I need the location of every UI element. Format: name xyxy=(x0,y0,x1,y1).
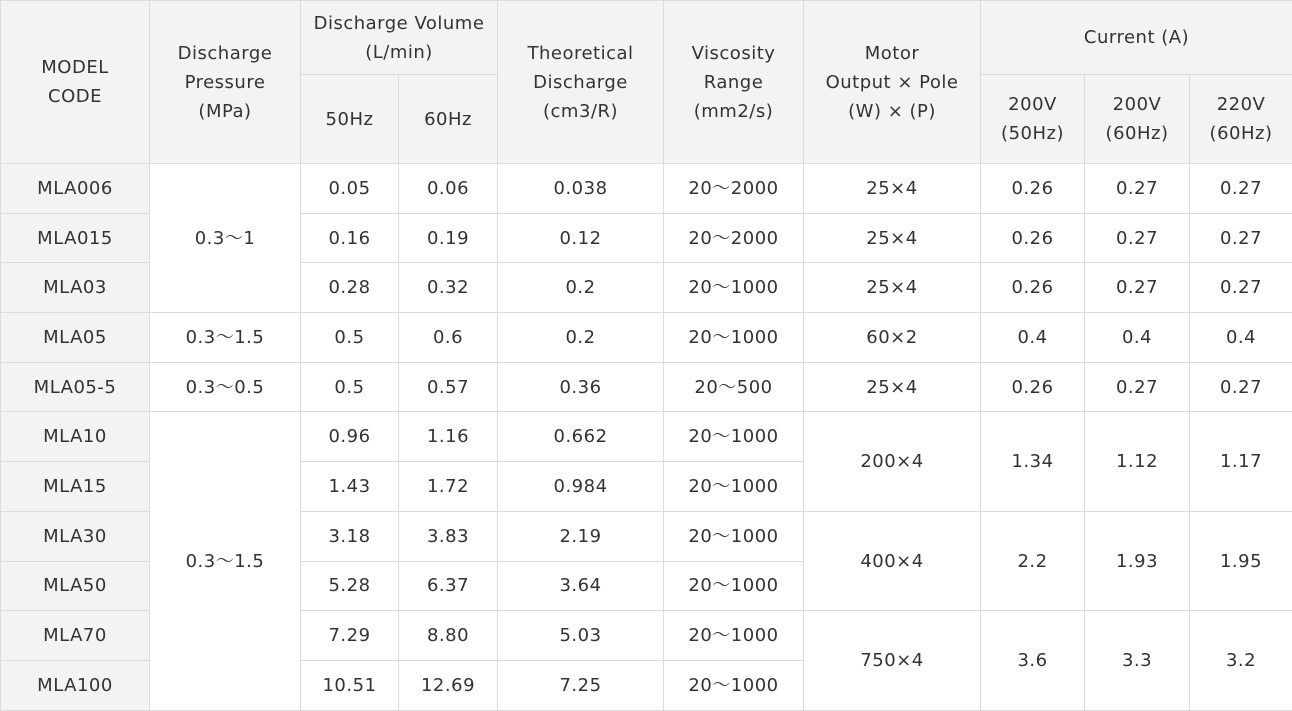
header-theoretical-discharge: Theoretical Discharge (cm3/R) xyxy=(498,1,664,164)
table-row xyxy=(1,313,1292,363)
volume-60hz-cell: 0.32 xyxy=(399,263,498,313)
table-row xyxy=(1,362,1292,412)
header-current-200v-50hz: 200V (50Hz) xyxy=(981,75,1085,164)
current-200v-50hz-cell: 0.26 xyxy=(981,263,1085,313)
volume-60hz-cell: 12.69 xyxy=(399,660,498,710)
header-current-220v-60hz: 220V (60Hz) xyxy=(1190,75,1292,164)
header-60hz: 60Hz xyxy=(399,75,498,164)
viscosity-cell: 20〜1000 xyxy=(664,561,804,611)
theoretical-cell: 0.12 xyxy=(498,213,664,263)
table-row xyxy=(1,164,1292,214)
theoretical-cell: 0.038 xyxy=(498,164,664,214)
pressure-cell: 0.3〜1.5 xyxy=(150,313,301,363)
current-200v-60hz-cell: 0.4 xyxy=(1085,313,1190,363)
volume-50hz-cell: 5.28 xyxy=(301,561,399,611)
header-50hz: 50Hz xyxy=(301,75,399,164)
current-200v-60hz-cell: 1.93 xyxy=(1085,511,1190,610)
current-200v-60hz-cell: 1.12 xyxy=(1085,412,1190,511)
volume-50hz-cell: 1.43 xyxy=(301,462,399,512)
header-discharge-pressure: Discharge Pressure (MPa) xyxy=(150,1,301,164)
viscosity-cell: 20〜2000 xyxy=(664,213,804,263)
volume-60hz-cell: 6.37 xyxy=(399,561,498,611)
table-row xyxy=(1,412,1292,462)
volume-60hz-cell: 0.06 xyxy=(399,164,498,214)
volume-50hz-cell: 0.16 xyxy=(301,213,399,263)
model-code-cell: MLA70 xyxy=(1,611,150,661)
model-code-cell: MLA50 xyxy=(1,561,150,611)
motor-cell: 25×4 xyxy=(804,213,981,263)
current-220v-60hz-cell: 0.27 xyxy=(1190,263,1292,313)
current-200v-60hz-cell: 3.3 xyxy=(1085,611,1190,710)
motor-cell: 25×4 xyxy=(804,263,981,313)
pressure-cell: 0.3〜0.5 xyxy=(150,362,301,412)
current-220v-60hz-cell: 1.95 xyxy=(1190,511,1292,610)
current-200v-60hz-cell: 0.27 xyxy=(1085,164,1190,214)
volume-50hz-cell: 0.5 xyxy=(301,362,399,412)
volume-50hz-cell: 0.05 xyxy=(301,164,399,214)
motor-cell: 400×4 xyxy=(804,511,981,610)
volume-50hz-cell: 0.5 xyxy=(301,313,399,363)
header-model-code: MODEL CODE xyxy=(1,1,150,164)
volume-60hz-cell: 1.16 xyxy=(399,412,498,462)
current-220v-60hz-cell: 0.27 xyxy=(1190,362,1292,412)
current-200v-60hz-cell: 0.27 xyxy=(1085,362,1190,412)
current-220v-60hz-cell: 0.27 xyxy=(1190,164,1292,214)
viscosity-cell: 20〜1000 xyxy=(664,462,804,512)
volume-60hz-cell: 8.80 xyxy=(399,611,498,661)
volume-60hz-cell: 0.57 xyxy=(399,362,498,412)
header-motor-output: Motor Output × Pole (W) × (P) xyxy=(804,1,981,164)
header-current: Current (A) xyxy=(981,1,1292,75)
volume-50hz-cell: 0.28 xyxy=(301,263,399,313)
model-code-cell: MLA006 xyxy=(1,164,150,214)
model-code-cell: MLA05 xyxy=(1,313,150,363)
current-220v-60hz-cell: 3.2 xyxy=(1190,611,1292,710)
current-200v-50hz-cell: 0.26 xyxy=(981,164,1085,214)
theoretical-cell: 0.2 xyxy=(498,313,664,363)
motor-cell: 60×2 xyxy=(804,313,981,363)
table-body xyxy=(1,164,1292,711)
pressure-cell: 0.3〜1.5 xyxy=(150,412,301,710)
motor-cell: 750×4 xyxy=(804,611,981,710)
current-220v-60hz-cell: 0.4 xyxy=(1190,313,1292,363)
volume-60hz-cell: 0.19 xyxy=(399,213,498,263)
volume-60hz-cell: 3.83 xyxy=(399,511,498,561)
theoretical-cell: 2.19 xyxy=(498,511,664,561)
motor-cell: 25×4 xyxy=(804,362,981,412)
current-200v-50hz-cell: 2.2 xyxy=(981,511,1085,610)
current-200v-50hz-cell: 0.26 xyxy=(981,362,1085,412)
volume-60hz-cell: 0.6 xyxy=(399,313,498,363)
header-viscosity-range: Viscosity Range (mm2/s) xyxy=(664,1,804,164)
theoretical-cell: 5.03 xyxy=(498,611,664,661)
model-code-cell: MLA100 xyxy=(1,660,150,710)
current-200v-60hz-cell: 0.27 xyxy=(1085,213,1190,263)
viscosity-cell: 20〜1000 xyxy=(664,313,804,363)
current-200v-60hz-cell: 0.27 xyxy=(1085,263,1190,313)
volume-50hz-cell: 3.18 xyxy=(301,511,399,561)
theoretical-cell: 0.36 xyxy=(498,362,664,412)
viscosity-cell: 20〜1000 xyxy=(664,412,804,462)
viscosity-cell: 20〜1000 xyxy=(664,511,804,561)
viscosity-cell: 20〜1000 xyxy=(664,611,804,661)
volume-60hz-cell: 1.72 xyxy=(399,462,498,512)
current-220v-60hz-cell: 1.17 xyxy=(1190,412,1292,511)
model-code-cell: MLA10 xyxy=(1,412,150,462)
current-200v-50hz-cell: 0.4 xyxy=(981,313,1085,363)
theoretical-cell: 3.64 xyxy=(498,561,664,611)
viscosity-cell: 20〜500 xyxy=(664,362,804,412)
model-code-cell: MLA015 xyxy=(1,213,150,263)
viscosity-cell: 20〜2000 xyxy=(664,164,804,214)
theoretical-cell: 0.662 xyxy=(498,412,664,462)
pressure-cell: 0.3〜1 xyxy=(150,164,301,313)
model-code-cell: MLA03 xyxy=(1,263,150,313)
current-220v-60hz-cell: 0.27 xyxy=(1190,213,1292,263)
viscosity-cell: 20〜1000 xyxy=(664,263,804,313)
volume-50hz-cell: 7.29 xyxy=(301,611,399,661)
motor-cell: 25×4 xyxy=(804,164,981,214)
current-200v-50hz-cell: 1.34 xyxy=(981,412,1085,511)
model-code-cell: MLA30 xyxy=(1,511,150,561)
model-code-cell: MLA05-5 xyxy=(1,362,150,412)
theoretical-cell: 0.984 xyxy=(498,462,664,512)
volume-50hz-cell: 0.96 xyxy=(301,412,399,462)
current-200v-50hz-cell: 3.6 xyxy=(981,611,1085,710)
table-header xyxy=(1,1,1292,164)
volume-50hz-cell: 10.51 xyxy=(301,660,399,710)
theoretical-cell: 7.25 xyxy=(498,660,664,710)
theoretical-cell: 0.2 xyxy=(498,263,664,313)
model-code-cell: MLA15 xyxy=(1,462,150,512)
header-current-200v-60hz: 200V (60Hz) xyxy=(1085,75,1190,164)
motor-cell: 200×4 xyxy=(804,412,981,511)
viscosity-cell: 20〜1000 xyxy=(664,660,804,710)
header-discharge-volume: Discharge Volume (L/min) xyxy=(301,1,498,75)
current-200v-50hz-cell: 0.26 xyxy=(981,213,1085,263)
